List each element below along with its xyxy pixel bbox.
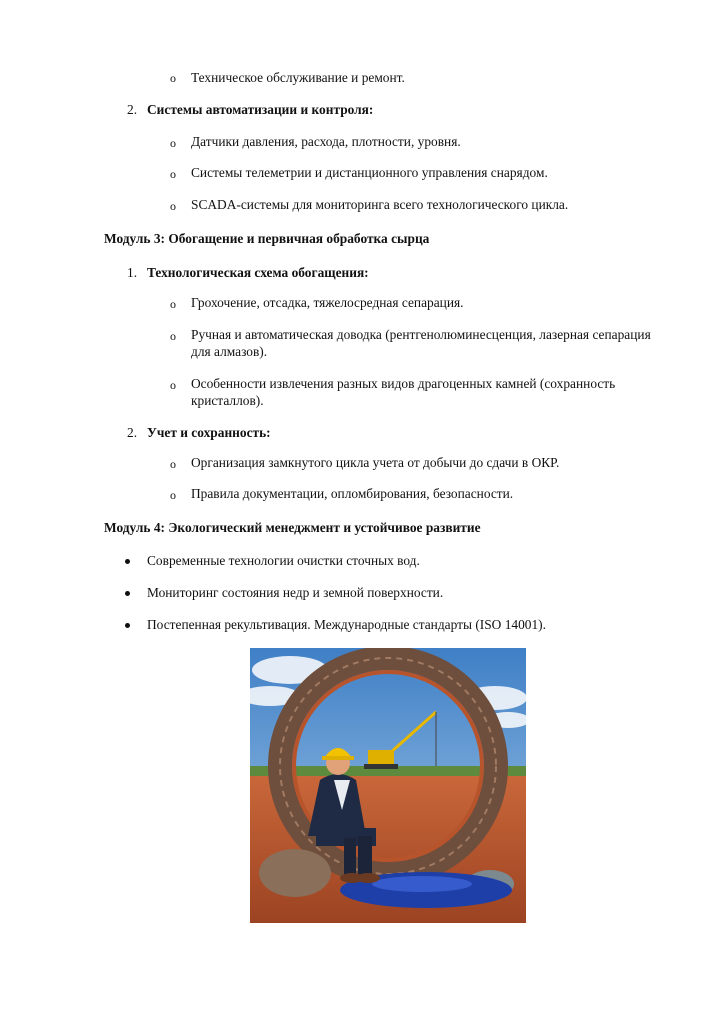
bullet-item-wastewater: Современные технологии очистки сточных вод. [147, 553, 420, 568]
bullet-item-reclamation: Постепенная рекультивация. Международные стандарты (ISO 14001). [147, 617, 546, 632]
bullet-dot [125, 591, 130, 596]
list-item-screening: Грохочение, отсадка, тяжелосредная сепарация. [191, 295, 464, 310]
list-item-extraction: Особенности извлечения разных видов драгоценных камней (сохранность кристаллов). [191, 376, 616, 408]
list-item-closed-cycle: Организация замкнутого цикла учета от добычи до сдачи в ОКР. [191, 455, 560, 470]
boulder [259, 849, 331, 897]
section-title-accounting: Учет и сохранность: [147, 425, 271, 440]
bullet-item-monitoring: Мониторинг состояния недр и земной поверхности. [147, 585, 444, 600]
list-marker-circle: o [170, 378, 176, 392]
list-number: 2. [127, 425, 138, 440]
list-marker-circle: o [170, 136, 176, 150]
module4-heading: Модуль 4: Экологический менеджмент и устойчивое развитие [104, 520, 481, 535]
section-title-automation: Системы автоматизации и контроля: [147, 102, 374, 117]
list-item-maintenance: Техническое обслуживание и ремонт. [191, 70, 405, 85]
gem-highlight [372, 876, 472, 892]
list-item-telemetry: Системы телеметрии и дистанционного управления снарядом. [191, 165, 548, 180]
list-item-sensors: Датчики давления, расхода, плотности, уровня. [191, 134, 461, 149]
list-marker-circle: o [170, 167, 176, 181]
bullet-dot [125, 559, 130, 564]
list-marker-circle: o [170, 457, 176, 471]
list-item-finishing: Ручная и автоматическая доводка (рентгенолюминесценция, лазерная сепарация для алмазов). [191, 327, 651, 359]
list-marker-circle: o [170, 329, 176, 343]
list-item-documentation: Правила документации, опломбирования, безопасности. [191, 486, 514, 501]
list-number: 1. [127, 265, 138, 280]
bullet-dot [125, 623, 130, 628]
mining-illustration [250, 648, 526, 923]
section-title-enrichment: Технологическая схема обогащения: [147, 265, 369, 280]
module3-heading: Модуль 3: Обогащение и первичная обработка сырца [104, 231, 430, 246]
list-item-scada: SCADA-системы для мониторинга всего технологического цикла. [191, 197, 569, 212]
list-marker-circle: o [170, 71, 176, 85]
list-number: 2. [127, 102, 138, 117]
list-marker-circle: o [170, 297, 176, 311]
list-marker-circle: o [170, 488, 176, 502]
list-marker-circle: o [170, 199, 176, 213]
